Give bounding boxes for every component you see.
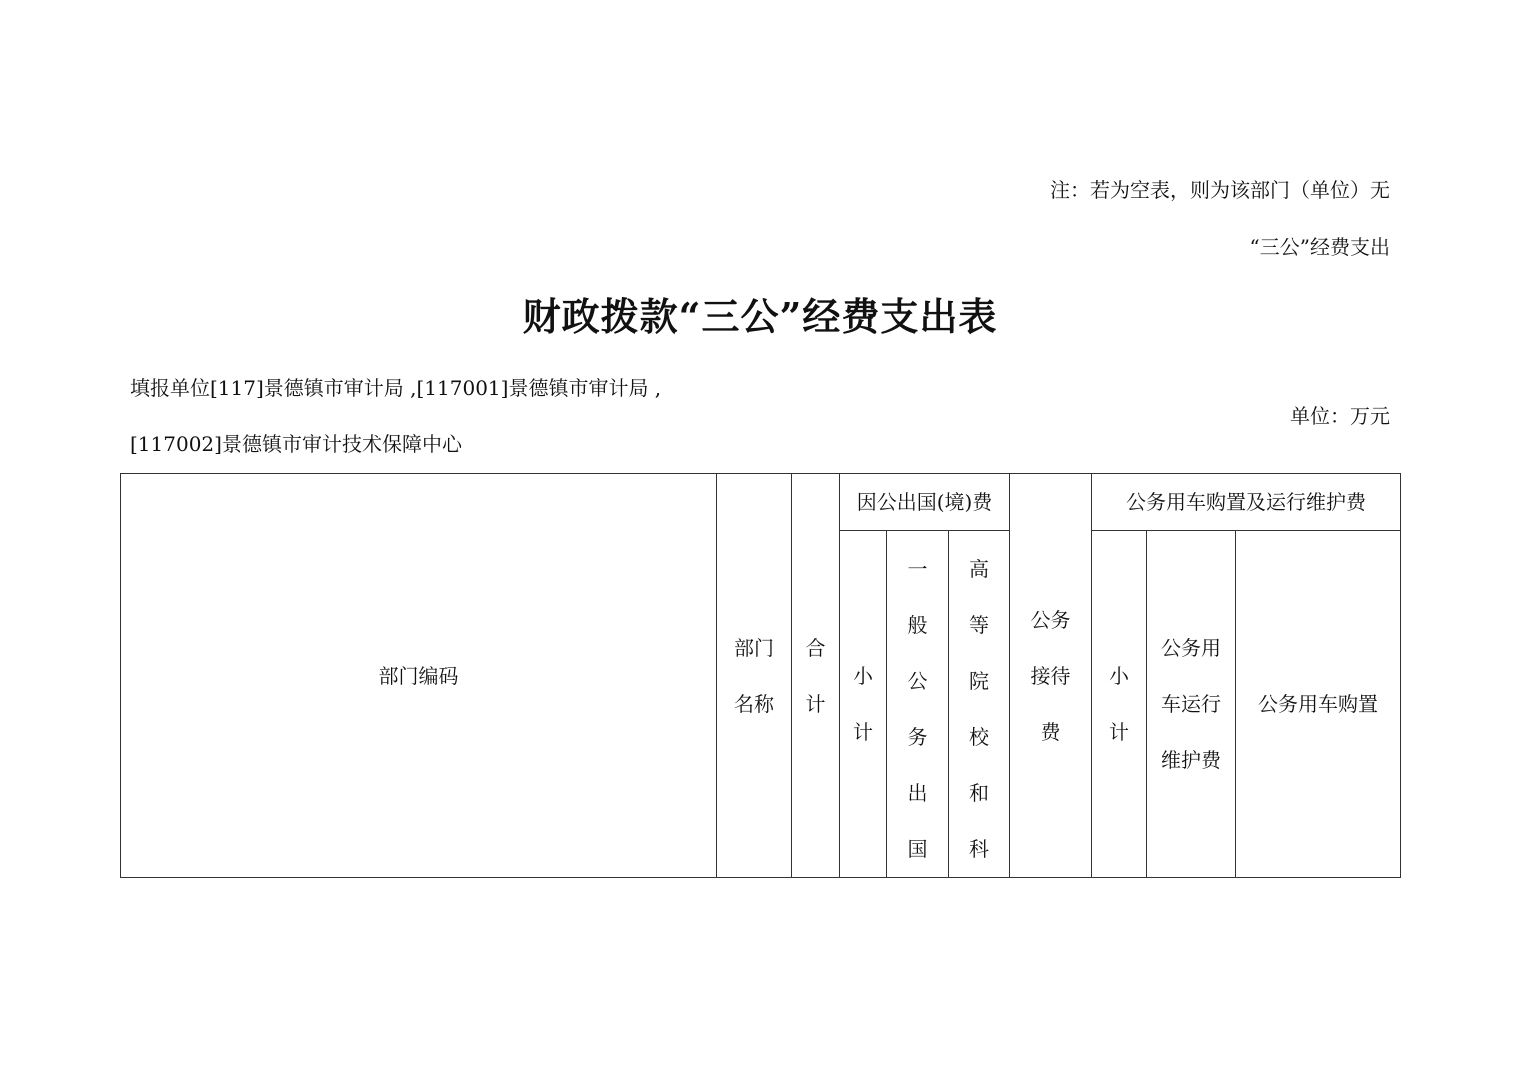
filler-unit-line-1: 填报单位[117]景德镇市审计局 ,[117001]景德镇市审计局 , <box>130 376 662 400</box>
header-abroad-subtotal-label: 小计 <box>853 664 873 744</box>
header-vehicle-purchase <box>1236 531 1401 878</box>
header-reception <box>1010 474 1092 878</box>
empty-table-note: 注：若为空表，则为该部门（单位）无 <box>1050 178 1390 202</box>
header-total <box>792 474 840 878</box>
header-abroad-general-label: 一般公务出国 <box>907 557 928 861</box>
page-title: 财政拨款“三公”经费支出表 <box>522 294 998 339</box>
header-abroad-group-label: 因公出国(境)费 <box>856 490 993 514</box>
header-total-label: 合计 <box>805 635 826 716</box>
header-abroad-university <box>949 531 1010 878</box>
currency-unit-label: 单位：万元 <box>1290 404 1390 428</box>
header-vehicle-group <box>1092 474 1401 531</box>
header-abroad-university-label: 高等院校和科 <box>969 557 989 861</box>
filler-unit-line-2: [117002]景德镇市审计技术保障中心 <box>130 432 462 456</box>
header-vehicle-purchase-label: 公务用车购置 <box>1258 692 1379 716</box>
header-dept-code <box>121 474 717 878</box>
header-dept-name-label: 部门名称 <box>734 635 774 716</box>
header-abroad-general <box>887 531 949 878</box>
header-abroad-subtotal <box>840 531 887 878</box>
header-vehicle-operation-label: 公务用车运行维护费 <box>1161 636 1222 772</box>
expense-table <box>120 473 1401 878</box>
header-vehicle-group-label: 公务用车购置及运行维护费 <box>1126 490 1367 514</box>
header-abroad-group <box>840 474 1010 531</box>
header-dept-code-label: 部门编码 <box>378 663 459 688</box>
header-vehicle-subtotal <box>1092 531 1147 878</box>
header-dept-name <box>717 474 792 878</box>
header-reception-label: 公务接待费 <box>1030 607 1071 744</box>
header-vehicle-subtotal-label: 小计 <box>1109 664 1130 744</box>
empty-table-note-continued: “三公”经费支出 <box>1249 235 1390 259</box>
header-vehicle-operation <box>1147 531 1236 878</box>
